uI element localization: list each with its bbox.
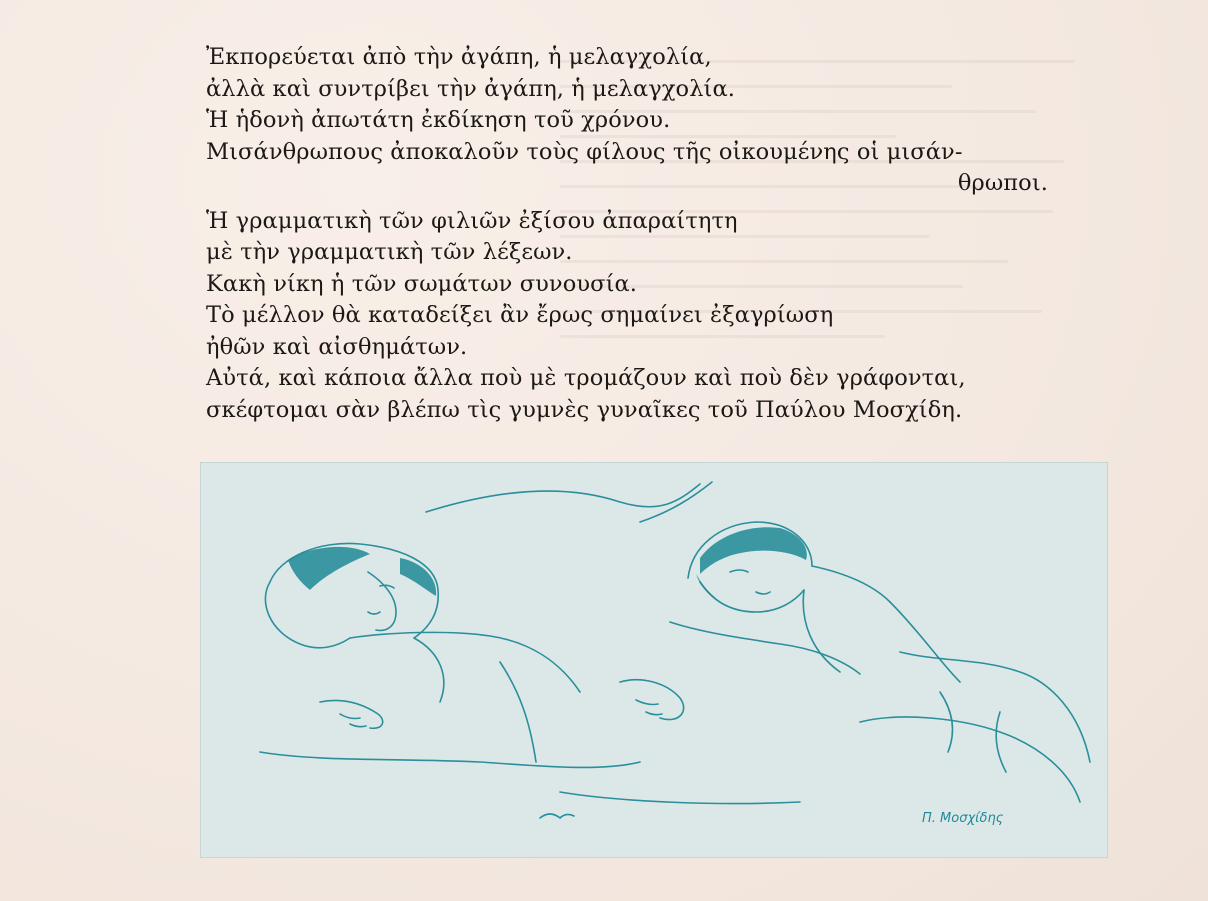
poem-line: Μισάνθρωπους ἀποκαλοῦν τοὺς φίλους τῆς οἰκουμένης οἱ μισάν- [206,138,963,165]
poem-text [206,42,1066,426]
poem-line: Ἡ ἡδονὴ ἀπωτάτη ἐκδίκηση τοῦ χρόνου. [206,107,671,133]
poem-line: Τὸ μέλλον θὰ καταδείξει ἂν ἔρως σημαίνει ἐξαγρίωση [206,302,834,328]
poem-line: Κακὴ νίκη ἡ τῶν σωμάτων συνουσία. [206,270,638,297]
poem-line: Ἡ γραμματικὴ τῶν φιλιῶν ἐξίσου ἀπαραίτητη [206,207,738,234]
poem-line: ἠθῶν καὶ αἰσθημάτων. [206,333,468,360]
poem-line: ἀλλὰ καὶ συντρίβει τὴν ἀγάπη, ἡ μελαγχολία. [206,75,736,102]
poem-line: μὲ τὴν γραμματικὴ τῶν λέξεων. [206,239,573,265]
poem-line-continuation: θρωποι. [957,170,1048,196]
poem-line: Αὐτά, καὶ κάποια ἄλλα ποὺ μὲ τρομάζουν καὶ ποὺ δὲν γράφονται, [206,365,966,391]
sketch-drawing [200,462,1108,858]
poem-line: Ἐκπορεύεται ἀπὸ τὴν ἀγάπη, ἡ μελαγχολία, [206,44,712,70]
artist-signature: Π. Μοσχίδης [922,811,1004,826]
poem-line: σκέφτομαι σὰν βλέπω τὶς γυμνὲς γυναῖκες τοῦ Παύλου Μοσχίδη. [206,396,963,423]
illustration-sketch [200,462,1108,858]
